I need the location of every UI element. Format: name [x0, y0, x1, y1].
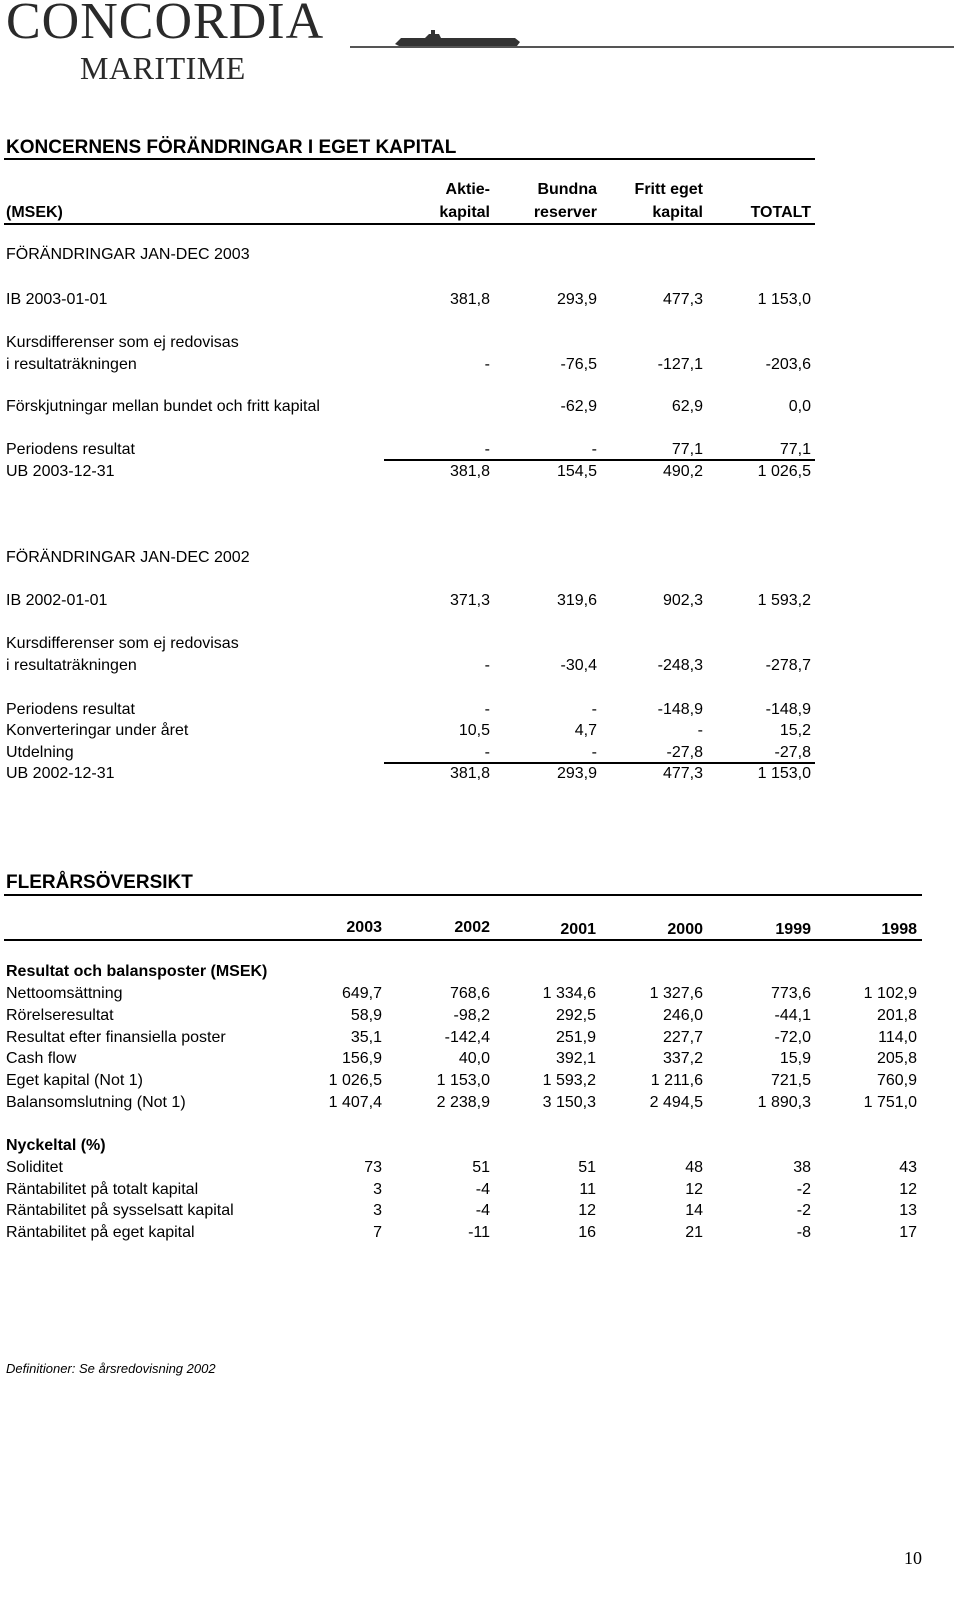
row-label-line1: Kursdifferenser som ej redovisas	[6, 635, 239, 652]
cell-y2000: 246,0	[662, 1006, 703, 1024]
cell-bundna: 293,9	[556, 291, 597, 308]
cell-aktiekapital: -	[484, 744, 490, 761]
cell-totalt: -203,6	[765, 356, 811, 373]
row-label-line2: i resultaträkningen	[6, 356, 137, 373]
row-label: IB 2003-01-01	[6, 291, 108, 308]
cell-y1998: 43	[899, 1159, 917, 1176]
cell-y2002: -11	[468, 1223, 490, 1241]
row-label: UB 2002-12-31	[6, 765, 115, 782]
cell-y2001: 16	[578, 1223, 596, 1241]
cell-y2001: 51	[578, 1159, 596, 1176]
year-1998: 1998	[881, 921, 917, 938]
year-2001: 2001	[560, 921, 596, 938]
cell-fritt: -248,3	[657, 657, 703, 674]
cell-fritt: 62,9	[671, 398, 703, 415]
cell-y2001: 3 150,3	[542, 1094, 596, 1111]
section-2002-title: FÖRÄNDRINGAR JAN-DEC 2002	[6, 549, 250, 566]
cell-y2002: 1 153,0	[436, 1072, 490, 1090]
cell-totalt: -27,8	[774, 744, 811, 761]
cell-y2001: 292,5	[555, 1006, 596, 1024]
header-rule	[4, 223, 815, 225]
col4-header: TOTALT	[750, 204, 811, 221]
cell-bundna: -	[591, 441, 597, 458]
row-label: Rörelseresultat	[6, 1006, 114, 1024]
title-rule	[4, 158, 815, 160]
col1-header-line1: Aktie-	[445, 181, 490, 198]
cell-aktiekapital: 381,8	[449, 765, 490, 782]
cell-y2001: 392,1	[555, 1050, 596, 1068]
cell-y2000: 2 494,5	[649, 1094, 703, 1111]
cell-y2000: 12	[685, 1180, 703, 1198]
cell-y2003: 35,1	[350, 1028, 382, 1046]
cell-y2001: 12	[578, 1202, 596, 1219]
years-rule	[4, 939, 922, 941]
cell-y2000: 337,2	[662, 1050, 703, 1068]
cell-y1998: 1 751,0	[863, 1094, 917, 1111]
cell-y1998: 760,9	[876, 1072, 917, 1090]
cell-y2002: 40,0	[458, 1050, 490, 1068]
cell-aktiekapital: 10,5	[458, 722, 490, 739]
cell-y1998: 17	[899, 1223, 917, 1241]
cell-y1999: -8	[796, 1223, 811, 1241]
col3-header-line1: Fritt eget	[634, 181, 703, 198]
cell-y1999: -72,0	[774, 1028, 811, 1046]
cell-y2002: -4	[475, 1202, 490, 1219]
cell-y2002: 768,6	[449, 985, 490, 1002]
cell-totalt: -278,7	[765, 657, 811, 674]
cell-bundna: -30,4	[560, 657, 597, 674]
sum-rule-2003	[384, 459, 815, 461]
cell-y2001: 251,9	[555, 1028, 596, 1046]
cell-totalt: 1 153,0	[757, 765, 811, 782]
cell-fritt: 77,1	[671, 441, 703, 458]
cell-y2002: 2 238,9	[436, 1094, 490, 1111]
cell-y1998: 12	[899, 1180, 917, 1198]
col1-header-line2: kapital	[439, 204, 490, 221]
row-label: Soliditet	[6, 1159, 63, 1176]
logo-line1: CONCORDIA	[6, 0, 325, 50]
cell-aktiekapital: -	[484, 356, 490, 373]
row-label: Räntabilitet på totalt kapital	[6, 1180, 199, 1198]
cell-y2000: 48	[685, 1159, 703, 1176]
row-label: IB 2002-01-01	[6, 592, 108, 609]
cell-y2001: 1 593,2	[542, 1072, 596, 1090]
row-label: Nettoomsättning	[6, 985, 123, 1002]
col3-header-line2: kapital	[652, 204, 703, 221]
group2-title: Nyckeltal (%)	[6, 1137, 106, 1154]
cell-y1999: 773,6	[770, 985, 811, 1002]
cell-y2002: -142,4	[444, 1028, 490, 1046]
cell-totalt: 77,1	[779, 441, 811, 458]
cell-y2001: 11	[579, 1180, 596, 1198]
cell-totalt: 1 153,0	[757, 291, 811, 308]
group1-title: Resultat och balansposter (MSEK)	[6, 963, 268, 980]
cell-fritt: 902,3	[662, 592, 703, 609]
cell-bundna: -	[591, 744, 597, 761]
cell-fritt: 490,2	[662, 463, 703, 480]
cell-aktiekapital: 381,8	[449, 463, 490, 480]
cell-y1999: -2	[796, 1180, 811, 1198]
year-2002: 2002	[454, 919, 490, 936]
row-label-line1: Kursdifferenser som ej redovisas	[6, 334, 239, 351]
cell-aktiekapital: -	[484, 701, 490, 718]
cell-y2003: 156,9	[341, 1050, 382, 1068]
multi-title: FLERÅRSÖVERSIKT	[6, 872, 193, 893]
row-label: UB 2003-12-31	[6, 463, 115, 480]
row-label: Periodens resultat	[6, 701, 135, 718]
row-label: Cash flow	[6, 1050, 77, 1068]
page-number: 10	[904, 1548, 922, 1568]
cell-bundna: -62,9	[560, 398, 597, 415]
cell-y2002: 51	[472, 1159, 490, 1176]
cell-y2003: 1 026,5	[328, 1072, 382, 1090]
cell-y2000: 14	[685, 1202, 703, 1219]
cell-y2000: 1 211,6	[650, 1072, 703, 1090]
cell-y2002: -98,2	[453, 1006, 490, 1024]
unit-header: (MSEK)	[6, 204, 63, 221]
cell-y2001: 1 334,6	[542, 985, 596, 1002]
cell-aktiekapital: 371,3	[449, 592, 490, 609]
row-label: Konverteringar under året	[6, 722, 189, 739]
col2-header-line1: Bundna	[537, 181, 597, 198]
cell-totalt: 15,2	[779, 722, 811, 739]
year-2003: 2003	[346, 919, 382, 936]
cell-y2000: 227,7	[662, 1028, 703, 1046]
cell-y2003: 3	[373, 1202, 382, 1219]
sum-rule-2002	[384, 762, 815, 764]
cell-totalt: 1 026,5	[757, 463, 811, 480]
cell-y1998: 1 102,9	[863, 985, 917, 1002]
row-label: Resultat efter finansiella poster	[6, 1028, 226, 1046]
row-label: Balansomslutning (Not 1)	[6, 1094, 186, 1111]
cell-y2003: 73	[364, 1159, 382, 1176]
cell-y1999: -44,1	[774, 1006, 811, 1024]
cell-y2003: 58,9	[350, 1006, 382, 1024]
row-label: Periodens resultat	[6, 441, 135, 458]
cell-y1998: 201,8	[876, 1006, 917, 1024]
cell-y1999: 38	[793, 1159, 811, 1176]
cell-y1999: 721,5	[770, 1072, 811, 1090]
cell-aktiekapital: 381,8	[449, 291, 490, 308]
equity-title: KONCERNENS FÖRÄNDRINGAR I EGET KAPITAL	[6, 137, 457, 158]
year-1999: 1999	[775, 921, 811, 938]
cell-fritt: -127,1	[657, 356, 703, 373]
row-label-line2: i resultaträkningen	[6, 657, 137, 674]
col2-header-line2: reserver	[533, 204, 597, 221]
cell-y1999: 15,9	[779, 1050, 811, 1068]
cell-bundna: 154,5	[556, 463, 597, 480]
row-label: Räntabilitet på eget kapital	[6, 1223, 195, 1241]
cell-y1999: -2	[796, 1202, 811, 1219]
cell-totalt: 0,0	[788, 398, 811, 415]
logo-line2: MARITIME	[80, 50, 246, 86]
cell-fritt: -	[697, 722, 703, 739]
cell-aktiekapital: -	[484, 441, 490, 458]
cell-y2003: 7	[373, 1223, 382, 1241]
cell-y2003: 649,7	[341, 985, 382, 1002]
cell-y2000: 1 327,6	[649, 985, 703, 1002]
cell-fritt: -27,8	[666, 744, 703, 761]
cell-y1999: 1 890,3	[757, 1094, 811, 1111]
row-label: Räntabilitet på sysselsatt kapital	[6, 1202, 234, 1219]
year-2000: 2000	[667, 921, 703, 938]
cell-y2003: 1 407,4	[328, 1094, 382, 1111]
row-label: Förskjutningar mellan bundet och fritt kapital	[6, 398, 320, 415]
cell-fritt: 477,3	[662, 291, 703, 308]
cell-bundna: -	[591, 701, 597, 718]
cell-totalt: 1 593,2	[757, 592, 811, 609]
cell-y2002: -4	[475, 1180, 490, 1198]
cell-bundna: 4,7	[574, 722, 597, 739]
cell-y1998: 13	[899, 1202, 917, 1219]
cell-y1998: 114,0	[878, 1028, 917, 1046]
row-label: Eget kapital (Not 1)	[6, 1072, 143, 1090]
ship-icon	[395, 30, 520, 48]
cell-fritt: -148,9	[657, 701, 703, 718]
cell-totalt: -148,9	[765, 701, 811, 718]
cell-bundna: 293,9	[556, 765, 597, 782]
cell-bundna: -76,5	[560, 356, 597, 373]
cell-aktiekapital: -	[484, 657, 490, 674]
cell-y2003: 3	[373, 1180, 382, 1198]
row-label: Utdelning	[6, 744, 74, 761]
footnote: Definitioner: Se årsredovisning 2002	[6, 1361, 216, 1376]
cell-bundna: 319,6	[556, 592, 597, 609]
cell-y1998: 205,8	[876, 1050, 917, 1068]
cell-y2000: 21	[685, 1223, 703, 1241]
section-2003-title: FÖRÄNDRINGAR JAN-DEC 2003	[6, 246, 250, 263]
multi-title-rule	[4, 894, 922, 896]
cell-fritt: 477,3	[662, 765, 703, 782]
